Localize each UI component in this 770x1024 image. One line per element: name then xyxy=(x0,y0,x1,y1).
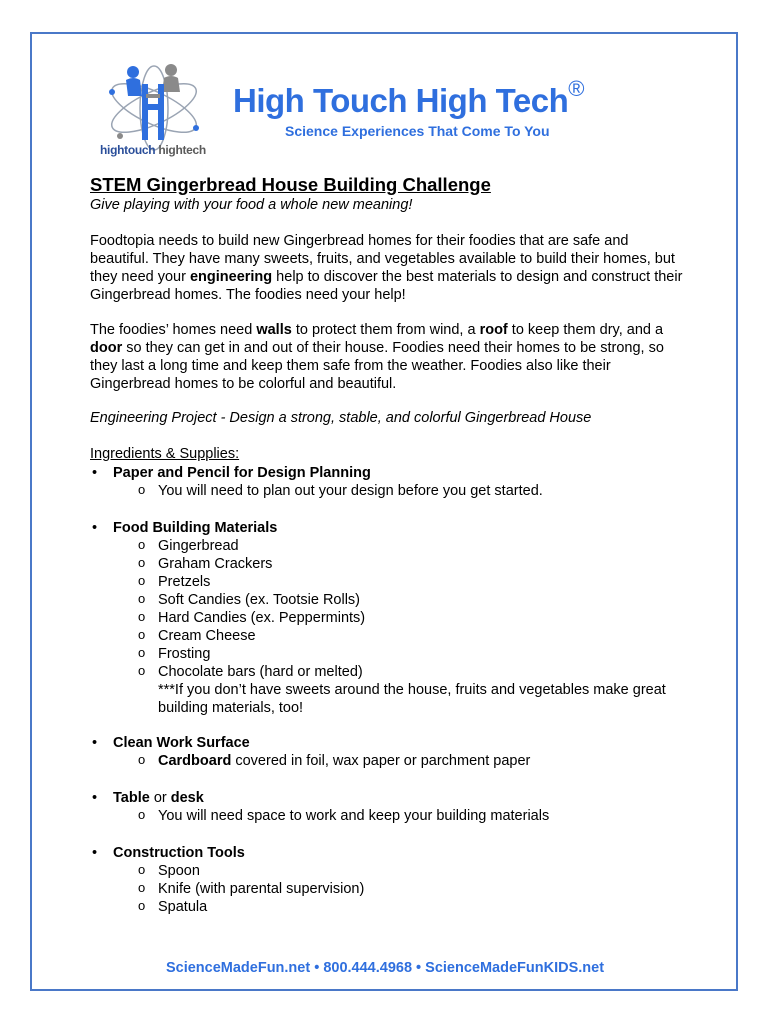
supplies-list-surface xyxy=(90,734,530,770)
sub-list-item: o Cream Cheese xyxy=(90,627,678,645)
list-item: • Clean Work Surface xyxy=(90,734,530,752)
sub-list-item: o Graham Crackers xyxy=(90,555,678,573)
registered-mark: ® xyxy=(568,76,584,101)
sub-list-item: o Spoon xyxy=(90,862,364,880)
sub-list-item: o Gingerbread xyxy=(90,537,678,555)
list-item: • Paper and Pencil for Design Planning xyxy=(90,464,543,482)
supplies-list-tools xyxy=(90,844,364,916)
requirements-paragraph: The foodies’ homes need walls to protect them from wind, a roof to keep them dry, and a door so they can get in and out of their house. Foodies need their homes to be strong, so they last a long time and keep them safe from the weather. Foodies also like their Gingerbread homes to be colorful and beautiful. xyxy=(90,322,664,392)
document-title: STEM Gingerbread House Building Challenge xyxy=(90,174,491,195)
supplies-list-food xyxy=(90,519,678,717)
brand-tagline: Science Experiences That Come To You xyxy=(285,123,550,139)
sub-list-item: o Spatula xyxy=(90,898,364,916)
sub-list-item: o Cardboard covered in foil, wax paper or parchment paper xyxy=(90,752,530,770)
logo-wordmark: hightouch hightech xyxy=(100,143,206,157)
document-subtitle: Give playing with your food a whole new meaning! xyxy=(90,197,413,213)
ingredients-heading: Ingredients & Supplies: xyxy=(90,446,240,462)
sub-list-item: o Frosting xyxy=(90,645,678,663)
food-note: ***If you don’t have sweets around the house, fruits and vegetables make great building materials, too! xyxy=(158,682,666,716)
footer-contact: ScienceMadeFun.net • 800.444.4968 • ScienceMadeFunKIDS.net xyxy=(165,960,605,976)
brand-title: High Touch High Tech® xyxy=(233,76,584,119)
sub-list-item: o Pretzels xyxy=(90,573,678,591)
sub-list-item: o You will need space to work and keep your building materials xyxy=(90,807,549,825)
list-item: • Table or desk xyxy=(90,789,549,807)
sub-list-item: o Soft Candies (ex. Tootsie Rolls) xyxy=(90,591,678,609)
sub-list-item: o Hard Candies (ex. Peppermints) xyxy=(90,609,678,627)
supplies-list-paper xyxy=(90,464,543,500)
sub-list-item: o Knife (with parental supervision) xyxy=(90,880,364,898)
supplies-list-table xyxy=(90,789,549,825)
project-statement: Engineering Project - Design a strong, stable, and colorful Gingerbread House xyxy=(90,410,592,426)
intro-paragraph: Foodtopia needs to build new Gingerbread homes for their foodies that are safe and beautiful. They have many sweets, fruits, and vegetables available to build their homes, but they need your engineering help to discover the best materials to design and construct their Gingerbread homes. The foodies need your help! xyxy=(90,233,683,303)
list-item: • Food Building Materials xyxy=(90,519,678,537)
list-item: • Construction Tools xyxy=(90,844,364,862)
sub-list-item: o You will need to plan out your design before you get started. xyxy=(90,482,543,500)
sub-list-item: o Chocolate bars (hard or melted) xyxy=(90,663,678,681)
